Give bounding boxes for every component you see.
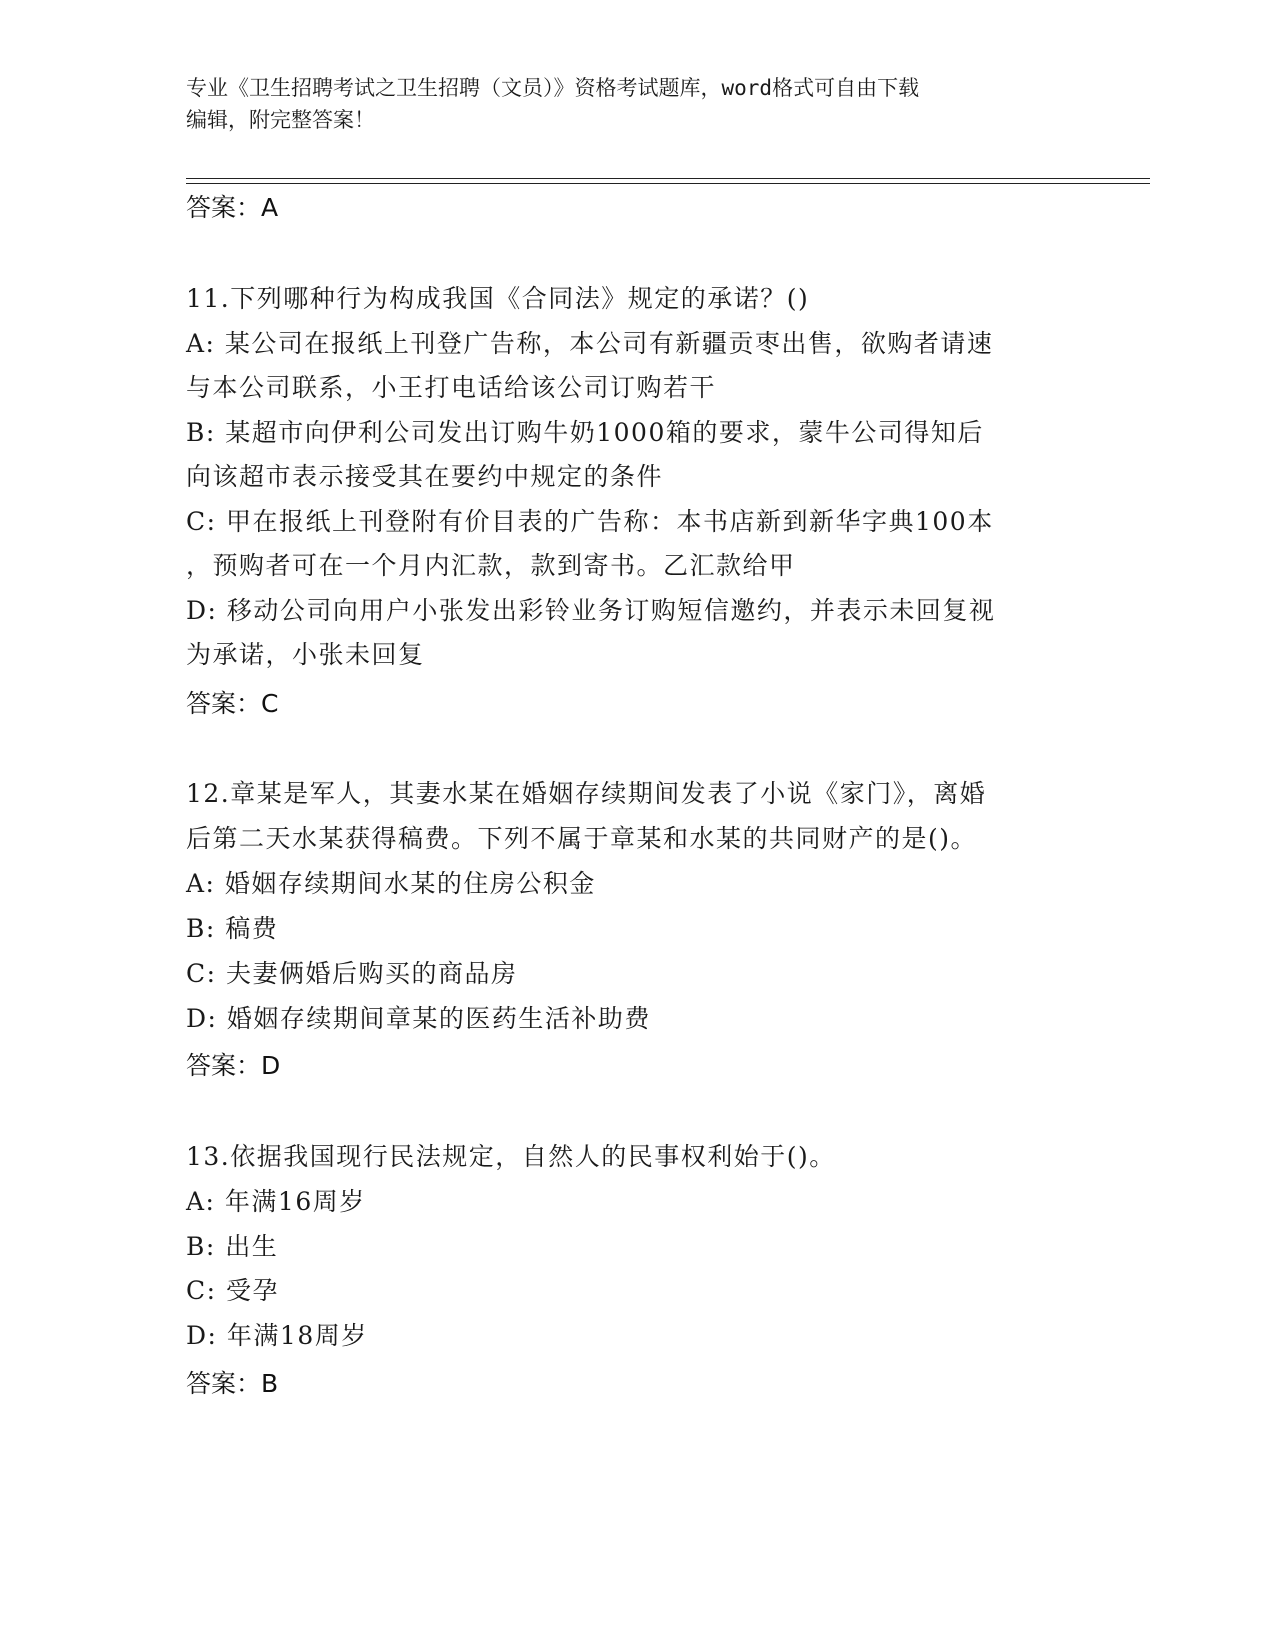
q12-option-c: C: 夫妻俩婚后购买的商品房 bbox=[186, 959, 518, 988]
header-divider-bottom bbox=[186, 183, 1150, 184]
page-header bbox=[186, 72, 1086, 136]
q12-option-d: D: 婚姻存续期间章某的医药生活补助费 bbox=[186, 1004, 651, 1033]
header-line-1: 专业《卫生招聘考试之卫生招聘（文员）》资格考试题库，word格式可自由下载 bbox=[186, 76, 920, 100]
q11-option-b-line2: 向该超市表示接受其在要约中规定的条件 bbox=[186, 462, 664, 491]
q11-option-d-line2: 为承诺，小张未回复 bbox=[186, 640, 425, 669]
answer-q11: 答案：C bbox=[186, 689, 279, 718]
q11-option-c-line2: ，预购者可在一个月内汇款，款到寄书。乙汇款给甲 bbox=[186, 551, 796, 580]
q12-stem-line1: 12.章某是军人，其妻水某在婚姻存续期间发表了小说《家门》，离婚 bbox=[186, 779, 987, 808]
q11-option-a-line1: A: 某公司在报纸上刊登广告称，本公司有新疆贡枣出售，欲购者请速 bbox=[186, 329, 994, 358]
q13-option-b: B: 出生 bbox=[186, 1232, 279, 1261]
q12-stem-line2: 后第二天水某获得稿费。下列不属于章某和水某的共同财产的是()。 bbox=[186, 824, 978, 853]
q11-option-c-line1: C: 甲在报纸上刊登附有价目表的广告称：本书店新到新华字典100本 bbox=[186, 507, 994, 536]
answer-q12: 答案：D bbox=[186, 1051, 281, 1080]
q13-option-d: D: 年满18周岁 bbox=[186, 1321, 368, 1350]
q11-option-a-line2: 与本公司联系，小王打电话给该公司订购若干 bbox=[186, 373, 717, 402]
answer-q10: 答案：A bbox=[186, 193, 279, 222]
header-line-2: 编辑，附完整答案！ bbox=[186, 108, 375, 132]
header-divider-top bbox=[186, 178, 1150, 179]
q11-option-b-line1: B: 某超市向伊利公司发出订购牛奶1000箱的要求，蒙牛公司得知后 bbox=[186, 418, 984, 447]
q11-stem: 11.下列哪种行为构成我国《合同法》规定的承诺？() bbox=[186, 284, 810, 313]
q13-stem: 13.依据我国现行民法规定，自然人的民事权利始于()。 bbox=[186, 1142, 836, 1171]
answer-q13: 答案：B bbox=[186, 1369, 279, 1398]
q12-option-a: A: 婚姻存续期间水某的住房公积金 bbox=[186, 869, 596, 898]
q13-option-c: C: 受孕 bbox=[186, 1276, 279, 1305]
q11-option-d-line1: D: 移动公司向用户小张发出彩铃业务订购短信邀约，并表示未回复视 bbox=[186, 596, 996, 625]
q12-option-b: B: 稿费 bbox=[186, 914, 279, 943]
q13-option-a: A: 年满16周岁 bbox=[186, 1187, 366, 1216]
